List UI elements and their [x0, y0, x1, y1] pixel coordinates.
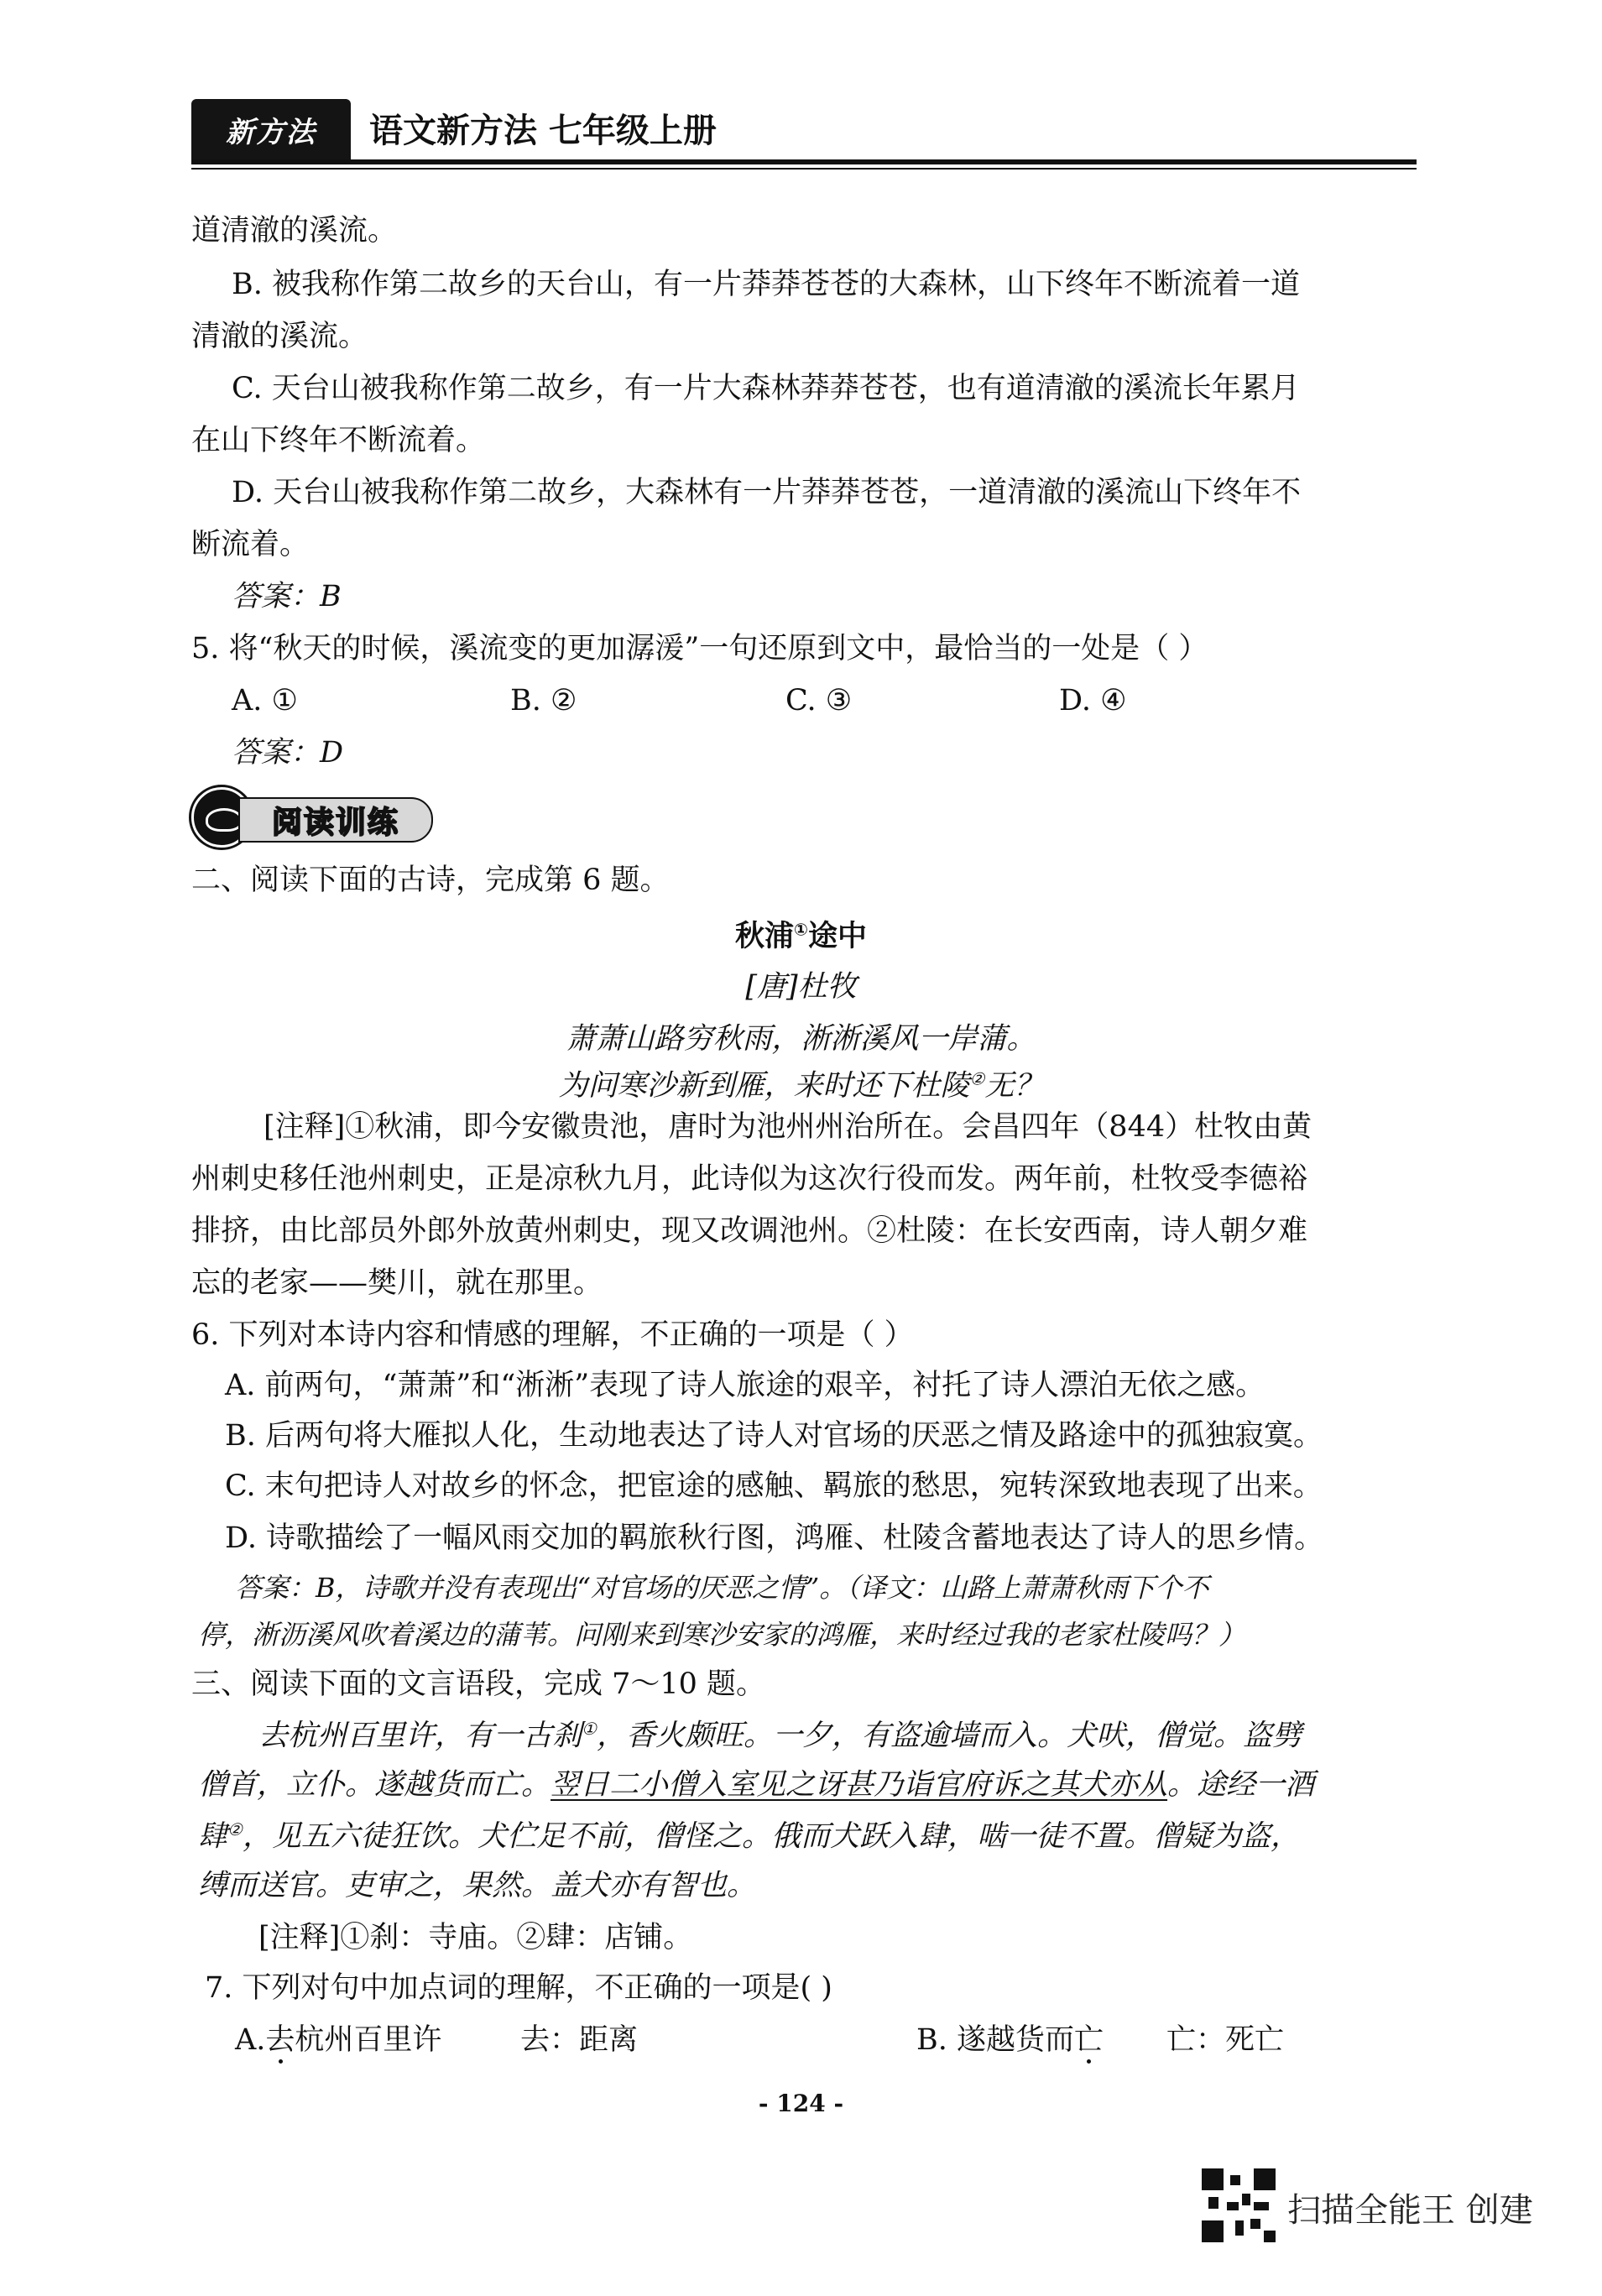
poem-line-2-a: 为问寒沙新到雁，来时还下杜陵: [558, 1069, 970, 1103]
poem-line-2-note-mark: ②: [969, 1068, 985, 1089]
poem-note-line3: 排挤，由比部员外郎外放黄州刺史，现又改调池州。②杜陵：在长安西南，诗人朝夕难: [191, 1214, 1308, 1248]
q6-option-c: C. 末句把诗人对故乡的怀念，把宦途的感触、羁旅的愁思，宛转深致地表现了出来。: [225, 1469, 1323, 1503]
prose-underlined-sentence: 翌日二小僧入室见之讶甚乃诣官府诉之其犬亦从: [551, 1768, 1168, 1802]
q5-answer: 答案：D: [232, 736, 344, 770]
q7-option-b-prefix: B. 遂越货而: [916, 2023, 1074, 2057]
q6-stem: 6. 下列对本诗内容和情感的理解，不正确的一项是（ ）: [191, 1318, 914, 1352]
badge-label: 阅读训练: [271, 805, 399, 840]
q5-option-c: C. ③: [785, 684, 853, 718]
q7-stem: 7. 下列对句中加点词的理解，不正确的一项是( ): [205, 1971, 832, 2005]
book-title: 语文新方法 七年级上册: [369, 112, 717, 150]
poem-line-1: 萧萧山路穷秋雨，淅淅溪风一岸蒲。: [566, 1022, 1036, 1056]
section-badge-reading: [191, 787, 443, 846]
q4-option-d-line1: D. 天台山被我称作第二故乡，大森林有一片莽莽苍苍，一道清澈的溪流山下终年不: [232, 476, 1302, 509]
header-rule-thin: [191, 168, 1417, 170]
page-number: - 124 -: [758, 2090, 844, 2117]
q6-option-d: D. 诗歌描绘了一幅风雨交加的羁旅秋行图，鸿雁、杜陵含蓄地表达了诗人的思乡情。: [225, 1521, 1324, 1555]
poem-title: [0, 913, 1602, 955]
part3-instruction: 三、阅读下面的文言语段，完成 7～10 题。: [191, 1667, 766, 1701]
q7-option-a: [235, 2023, 442, 2057]
poem-author: [唐]杜牧: [745, 970, 857, 1004]
q4-option-a-tail: 道清澈的溪流。: [191, 214, 398, 248]
prose-line1-a: 去杭州百里许，有一古刹: [258, 1719, 582, 1753]
poem-title-a: 秋浦: [735, 920, 795, 953]
q5-option-b: B. ②: [510, 684, 577, 718]
poem-note-line1: [注释]①秋浦，即今安徽贵池，唐时为池州州治所在。会昌四年（844）杜牧由黄: [264, 1110, 1312, 1144]
q4-option-c-line1: C. 天台山被我称作第二故乡，有一片大森林莽莽苍苍，也有道清澈的溪流长年累月: [232, 372, 1300, 405]
prose-line1: [258, 1720, 1302, 1751]
poem-title-b: 途中: [807, 920, 867, 953]
q7-option-b-gloss: 亡：死亡: [1166, 2023, 1285, 2057]
prose-line3-note-mark: ②: [227, 1819, 243, 1839]
prose-line4: 缚而送官。吏审之，果然。盖犬亦有智也。: [198, 1869, 757, 1902]
poem-line-2-b: 无？: [984, 1069, 1044, 1103]
q7-option-a-prefix: A.: [235, 2023, 266, 2057]
q5-stem: 5. 将“秋天的时候，溪流变的更加潺湲”一句还原到文中，最恰当的一处是（ ）: [191, 632, 1208, 665]
brand-logo: [191, 99, 351, 159]
poem-line-2: [0, 1062, 1602, 1104]
poem-note-line2: 州刺史移任池州刺史，正是凉秋九月，此诗似为这次行役而发。两年前，杜牧受李德裕: [191, 1162, 1308, 1196]
q7-option-a-dotted-word: 去: [265, 2023, 295, 2057]
q6-answer-line1: 答案：B，诗歌并没有表现出“对官场的厌恶之情”。（译文：山路上萧萧秋雨下个不: [235, 1572, 1209, 1604]
prose-note: [注释]①刹：寺庙。②肆：店铺。: [258, 1921, 693, 1954]
q6-answer-line2: 停，淅沥溪风吹着溪边的蒲苇。问刚来到寒沙安家的鸿雁，来时经过我的老家杜陵吗？）: [198, 1619, 1246, 1651]
q7-option-b-dotted-word: 亡: [1073, 2023, 1104, 2057]
q7-option-b: [916, 2023, 1104, 2057]
part2-instruction: 二、阅读下面的古诗，完成第 6 题。: [191, 864, 670, 897]
prose-line2-tail: 。途经一酒: [1167, 1768, 1315, 1802]
q4-answer: 答案：B: [232, 580, 342, 613]
poem-note-line4: 忘的老家——樊川，就在那里。: [191, 1266, 603, 1300]
prose-line1-b: ，香火颇旺。一夕，有盗逾墙而入。犬吠，僧觉。盗劈: [596, 1719, 1302, 1753]
prose-line3: [198, 1821, 1300, 1852]
q6-option-a: A. 前两句，“萧萧”和“淅淅”表现了诗人旅途的艰辛，衬托了诗人漂泊无依之感。: [225, 1369, 1265, 1402]
badge-label-box: [238, 797, 433, 843]
q4-option-b-line2: 清澈的溪流。: [191, 320, 368, 353]
q5-option-d: D. ④: [1059, 684, 1127, 718]
qr-code-icon: [1202, 2168, 1276, 2242]
header-rule: [191, 159, 1417, 164]
q4-option-d-line2: 断流着。: [191, 528, 310, 561]
q4-option-b-line1: B. 被我称作第二故乡的天台山，有一片莽莽苍苍的大森林，山下终年不断流着一道: [232, 268, 1300, 301]
prose-line3-b: ，见五六徒狂饮。犬伫足不前，僧怪之。俄而犬跃入肆，啮一徒不置。僧疑为盗，: [242, 1819, 1300, 1854]
q5-option-a: A. ①: [232, 684, 298, 718]
q7-option-a-gloss: 去：距离: [520, 2023, 639, 2057]
prose-line2: [198, 1768, 1315, 1802]
poem-title-note-mark: ①: [794, 919, 808, 940]
prose-line3-a: 肆: [198, 1819, 228, 1854]
scanner-watermark: 扫描全能王 创建: [1287, 2191, 1533, 2230]
q6-option-b: B. 后两句将大雁拟人化，生动地表达了诗人对官场的厌恶之情及路途中的孤独寂寞。: [225, 1419, 1323, 1453]
q4-option-c-line2: 在山下终年不断流着。: [191, 424, 486, 457]
prose-line1-note-mark: ①: [582, 1719, 597, 1739]
q7-option-a-rest: 杭州百里许: [295, 2023, 442, 2057]
brand-logo-text: 新方法: [226, 115, 316, 149]
prose-line2-a: 僧首，立仆。遂越货而亡。: [198, 1768, 551, 1802]
